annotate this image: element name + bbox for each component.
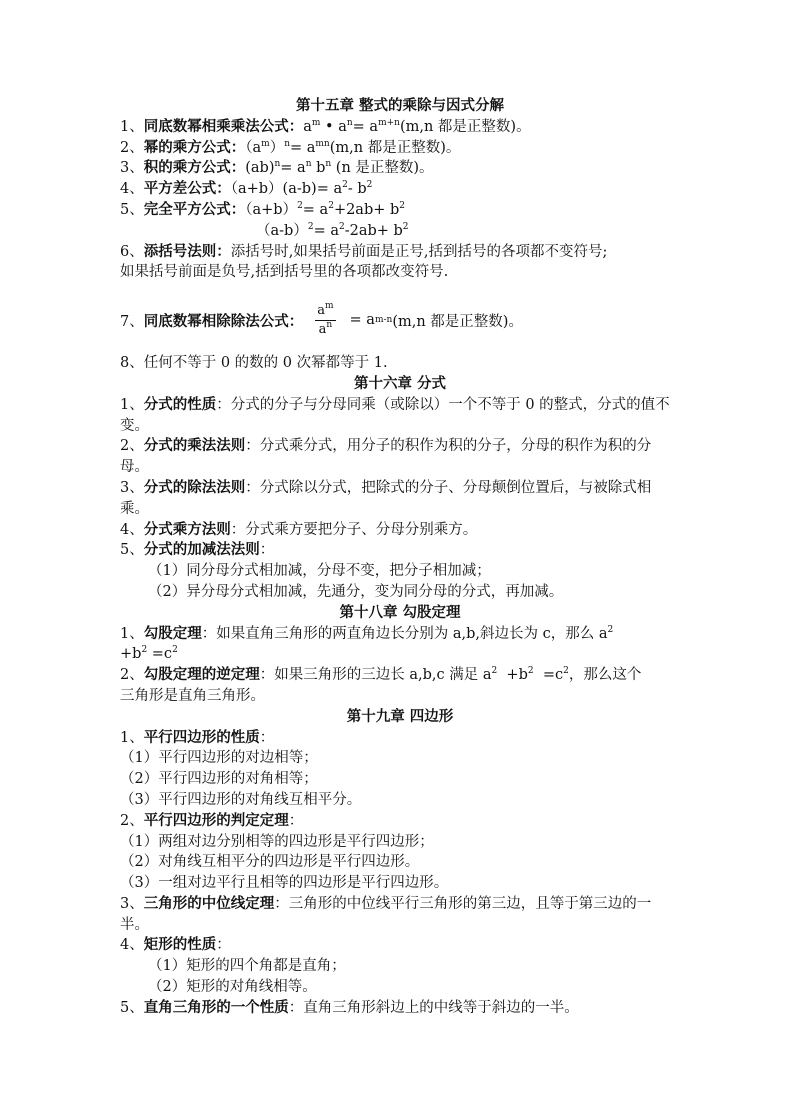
ch18-item-2-line-2: 三角形是直角三角形。 [120, 687, 265, 704]
chapter-15-title: 第十五章 整式的乘除与因式分解 [295, 97, 505, 114]
formula-part: +b [120, 646, 142, 663]
exponent: m [311, 117, 321, 128]
formula-part: ） [269, 139, 285, 156]
ch18-item-2 [120, 665, 680, 686]
fraction [313, 302, 337, 339]
item-text: ，那么这个 [568, 667, 642, 684]
item-number: 3、 [120, 479, 144, 496]
ch15-item-1 [120, 117, 680, 138]
item-number: 3、 [120, 895, 144, 912]
item-number: 1、 [120, 729, 144, 746]
item-heading: 勾股定理的逆定理 [143, 666, 260, 684]
ch15-item-4 [120, 179, 680, 200]
ch19-item-1-sub-3: （3）平行四边形的对角线互相平分。 [120, 791, 362, 808]
item-number: 1、 [120, 396, 144, 413]
formula-part: -2ab+ b [344, 222, 403, 239]
formula-part: (m,n 都是正整数)。 [392, 313, 523, 330]
exponent: 2 [491, 666, 498, 677]
item-text: ：如果直角三角形的两直角边长分别为 a,b,斜边长为 c，那么 a [201, 625, 608, 642]
item-number: 1、 [120, 118, 144, 135]
item-heading: 分式的乘法法则 [143, 437, 246, 455]
item-heading: 平行四边形的判定定理 [143, 811, 289, 829]
item-text: 添括号时,如果括号前面是正号,括到括号的各项都不变符号; [230, 243, 608, 260]
exponent: m [325, 300, 334, 311]
ch19-item-3 [120, 894, 680, 936]
ch19-item-2-sub-2: （2）对角线互相平分的四边形是平行四边形。 [120, 854, 420, 871]
ch18-item-1 [120, 624, 680, 645]
formula-part: (n 是正整数)。 [331, 160, 434, 177]
ch19-item-2 [120, 811, 680, 832]
formula-part: （a+b）(a-b)= a [230, 181, 343, 198]
item-text: ： [259, 542, 275, 559]
ch16-item-5 [120, 540, 680, 561]
ch15-item-6 [120, 242, 680, 263]
item-number: 5、 [120, 999, 144, 1016]
ch16-item-3 [120, 478, 680, 520]
ch15-item-2 [120, 138, 680, 159]
item-heading: 分式的加减法法则 [143, 541, 260, 559]
exponent: n [284, 138, 290, 149]
chapter-18-title: 第十八章 勾股定理 [339, 603, 461, 621]
item-number: 5、 [120, 201, 144, 218]
exponent: 2 [297, 200, 303, 211]
item-text: ：如果三角形的三边长 a,b,c 满足 a [259, 667, 492, 684]
item-heading: 分式的性质 [143, 395, 217, 413]
ch19-item-1 [120, 728, 680, 749]
item-number: 4、 [120, 181, 144, 198]
ch16-item-5-sub-1: （1）同分母分式相加减，分母不变，把分子相加减； [148, 563, 491, 580]
item-heading: 分式的除法法则 [143, 478, 246, 496]
fraction-numerator [313, 302, 337, 320]
item-heading: 矩形的性质 [143, 936, 217, 954]
ch15-item-5 [120, 200, 680, 221]
item-text: ：分式除以分式，把除式的分子、分母颠倒位置后，与被除式相乘。 [120, 479, 652, 517]
item-heading: 同底数幂相除除法公式： [143, 312, 304, 330]
exponent: 2 [342, 180, 348, 191]
formula-part: =c [147, 646, 173, 663]
formula-part: = a [289, 139, 316, 156]
formula-part: +2ab+ b [333, 201, 400, 218]
item-number: 7、 [120, 313, 144, 330]
formula-part: a [338, 118, 347, 135]
exponent: 2 [141, 645, 148, 656]
ch19-item-1-sub-2: （2）平行四边形的对角相等； [120, 771, 318, 788]
ch16-item-5-sub-2: （2）异分母分式相加减，先通分，变为同分母的分式，再加减。 [148, 583, 564, 600]
exponent: 2 [366, 180, 373, 191]
exponent: 2 [172, 645, 178, 656]
ch15-item-6-line-2: 如果括号前面是负号,括到括号里的各项都改变符号. [120, 264, 449, 281]
item-text: ： [259, 729, 275, 746]
item-number: 6、 [120, 243, 144, 260]
chapter-16-title: 第十六章 分式 [353, 374, 447, 392]
item-number: 2、 [120, 438, 144, 455]
document-page [120, 96, 680, 1019]
exponent: 2 [527, 666, 534, 677]
formula-part: a [317, 302, 325, 318]
exponent: 2 [338, 221, 345, 232]
item-heading: 添括号法则： [143, 242, 231, 260]
item-text: ：分式乘分式，用分子的积作为积的分子，分母的积作为积的分母。 [120, 438, 652, 476]
formula-part: = a [349, 312, 375, 329]
formula-part: = a [352, 118, 379, 135]
item-text: ：直角三角形斜边上的中线等于斜边的一半。 [288, 999, 579, 1016]
formula-part: （a+b） [245, 201, 298, 218]
item-number: 5、 [120, 542, 144, 559]
formula-part: a [318, 321, 327, 337]
exponent: 2 [563, 666, 569, 677]
item-number: 3、 [120, 160, 144, 177]
ch16-item-1 [120, 395, 680, 437]
ch19-item-4-sub-1: （1）矩形的四个角都是直角； [148, 958, 346, 975]
exponent: m+n [378, 117, 400, 128]
formula-part: = a [313, 222, 339, 239]
item-number: 1、 [120, 625, 144, 642]
exponent: 2 [607, 624, 614, 635]
formula-part: b [311, 160, 326, 177]
exponent: 2 [307, 221, 314, 232]
ch15-item-5-line-2 [120, 221, 680, 242]
item-number: 4、 [120, 937, 144, 954]
formula-part: (ab) [245, 160, 275, 177]
exponent: 2 [328, 200, 334, 211]
formula-part: =c [533, 667, 564, 684]
exponent: n [325, 159, 332, 170]
exponent: n [274, 159, 281, 170]
item-number: 2、 [120, 139, 144, 156]
item-heading: 平行四边形的性质 [143, 728, 260, 746]
item-heading: 平方差公式： [143, 180, 231, 198]
item-heading: 同底数幂相乘乘法公式： [143, 117, 304, 135]
item-text: ： [288, 812, 304, 829]
item-number: 2、 [120, 667, 144, 684]
item-number: 2、 [120, 812, 144, 829]
formula-part: = a [302, 201, 329, 218]
ch19-item-4 [120, 935, 680, 956]
ch19-item-4-sub-2: （2）矩形的对角线相等。 [148, 979, 317, 996]
exponent: n [346, 117, 353, 128]
item-number: 4、 [120, 521, 144, 538]
item-heading: 积的乘方公式： [143, 159, 246, 177]
ch15-item-3 [120, 158, 680, 179]
exponent: 2 [402, 221, 409, 232]
formula-part: = a [280, 160, 306, 177]
formula-part: （a-b） [256, 222, 308, 239]
exponent: n [326, 319, 333, 330]
exponent: n [305, 159, 312, 170]
item-heading: 直角三角形的一个性质 [143, 998, 289, 1016]
item-text: ：分式乘方要把分子、分母分别乘方。 [230, 521, 478, 538]
ch16-item-4 [120, 520, 680, 541]
item-heading: 三角形的中位线定理 [143, 894, 275, 912]
item-heading: 幂的乘方公式： [143, 138, 246, 156]
fraction-denominator [315, 320, 337, 339]
formula-part: (m,n 都是正整数)。 [399, 118, 531, 135]
formula-part: - b [347, 181, 367, 198]
exponent: 2 [399, 200, 406, 211]
formula-part: • [325, 118, 334, 135]
exponent: mn [315, 138, 330, 149]
ch15-item-8: 8、任何不等于 0 的数的 0 次幂都等于 1. [120, 355, 388, 372]
exponent: m [261, 138, 270, 149]
chapter-19-title: 第十九章 四边形 [346, 707, 454, 725]
formula-part: （a [245, 139, 262, 156]
formula-part: +b [497, 667, 528, 684]
item-heading: 分式乘方法则 [143, 520, 231, 538]
ch18-item-1-line-2 [120, 644, 680, 665]
ch19-item-5 [120, 998, 680, 1019]
ch15-item-7: 7、 同底数幂相除除法公式： $\frac{a^m}{a^n}$ = a m-n (m,n 都是正整数)。 [120, 300, 523, 337]
ch19-item-2-sub-3: （3）一组对边平行且相等的四边形是平行四边形。 [120, 875, 449, 892]
item-text: ：分式的分子与分母同乘（或除以）一个不等于 0 的整式，分式的值不变。 [120, 396, 670, 434]
item-text: ： [216, 937, 231, 954]
ch19-item-1-sub-1: （1）平行四边形的对边相等； [120, 750, 318, 767]
formula-part: (m,n 都是正整数)。 [329, 139, 461, 156]
ch16-item-2 [120, 436, 680, 478]
item-heading: 完全平方公式： [143, 200, 246, 218]
formula-part: a [303, 118, 312, 135]
item-text: ：三角形的中位线平行三角形的第三边，且等于第三边的一半。 [120, 895, 652, 933]
ch19-item-2-sub-1: （1）两组对边分别相等的四边形是平行四边形； [120, 833, 434, 850]
item-heading: 勾股定理 [143, 624, 202, 642]
